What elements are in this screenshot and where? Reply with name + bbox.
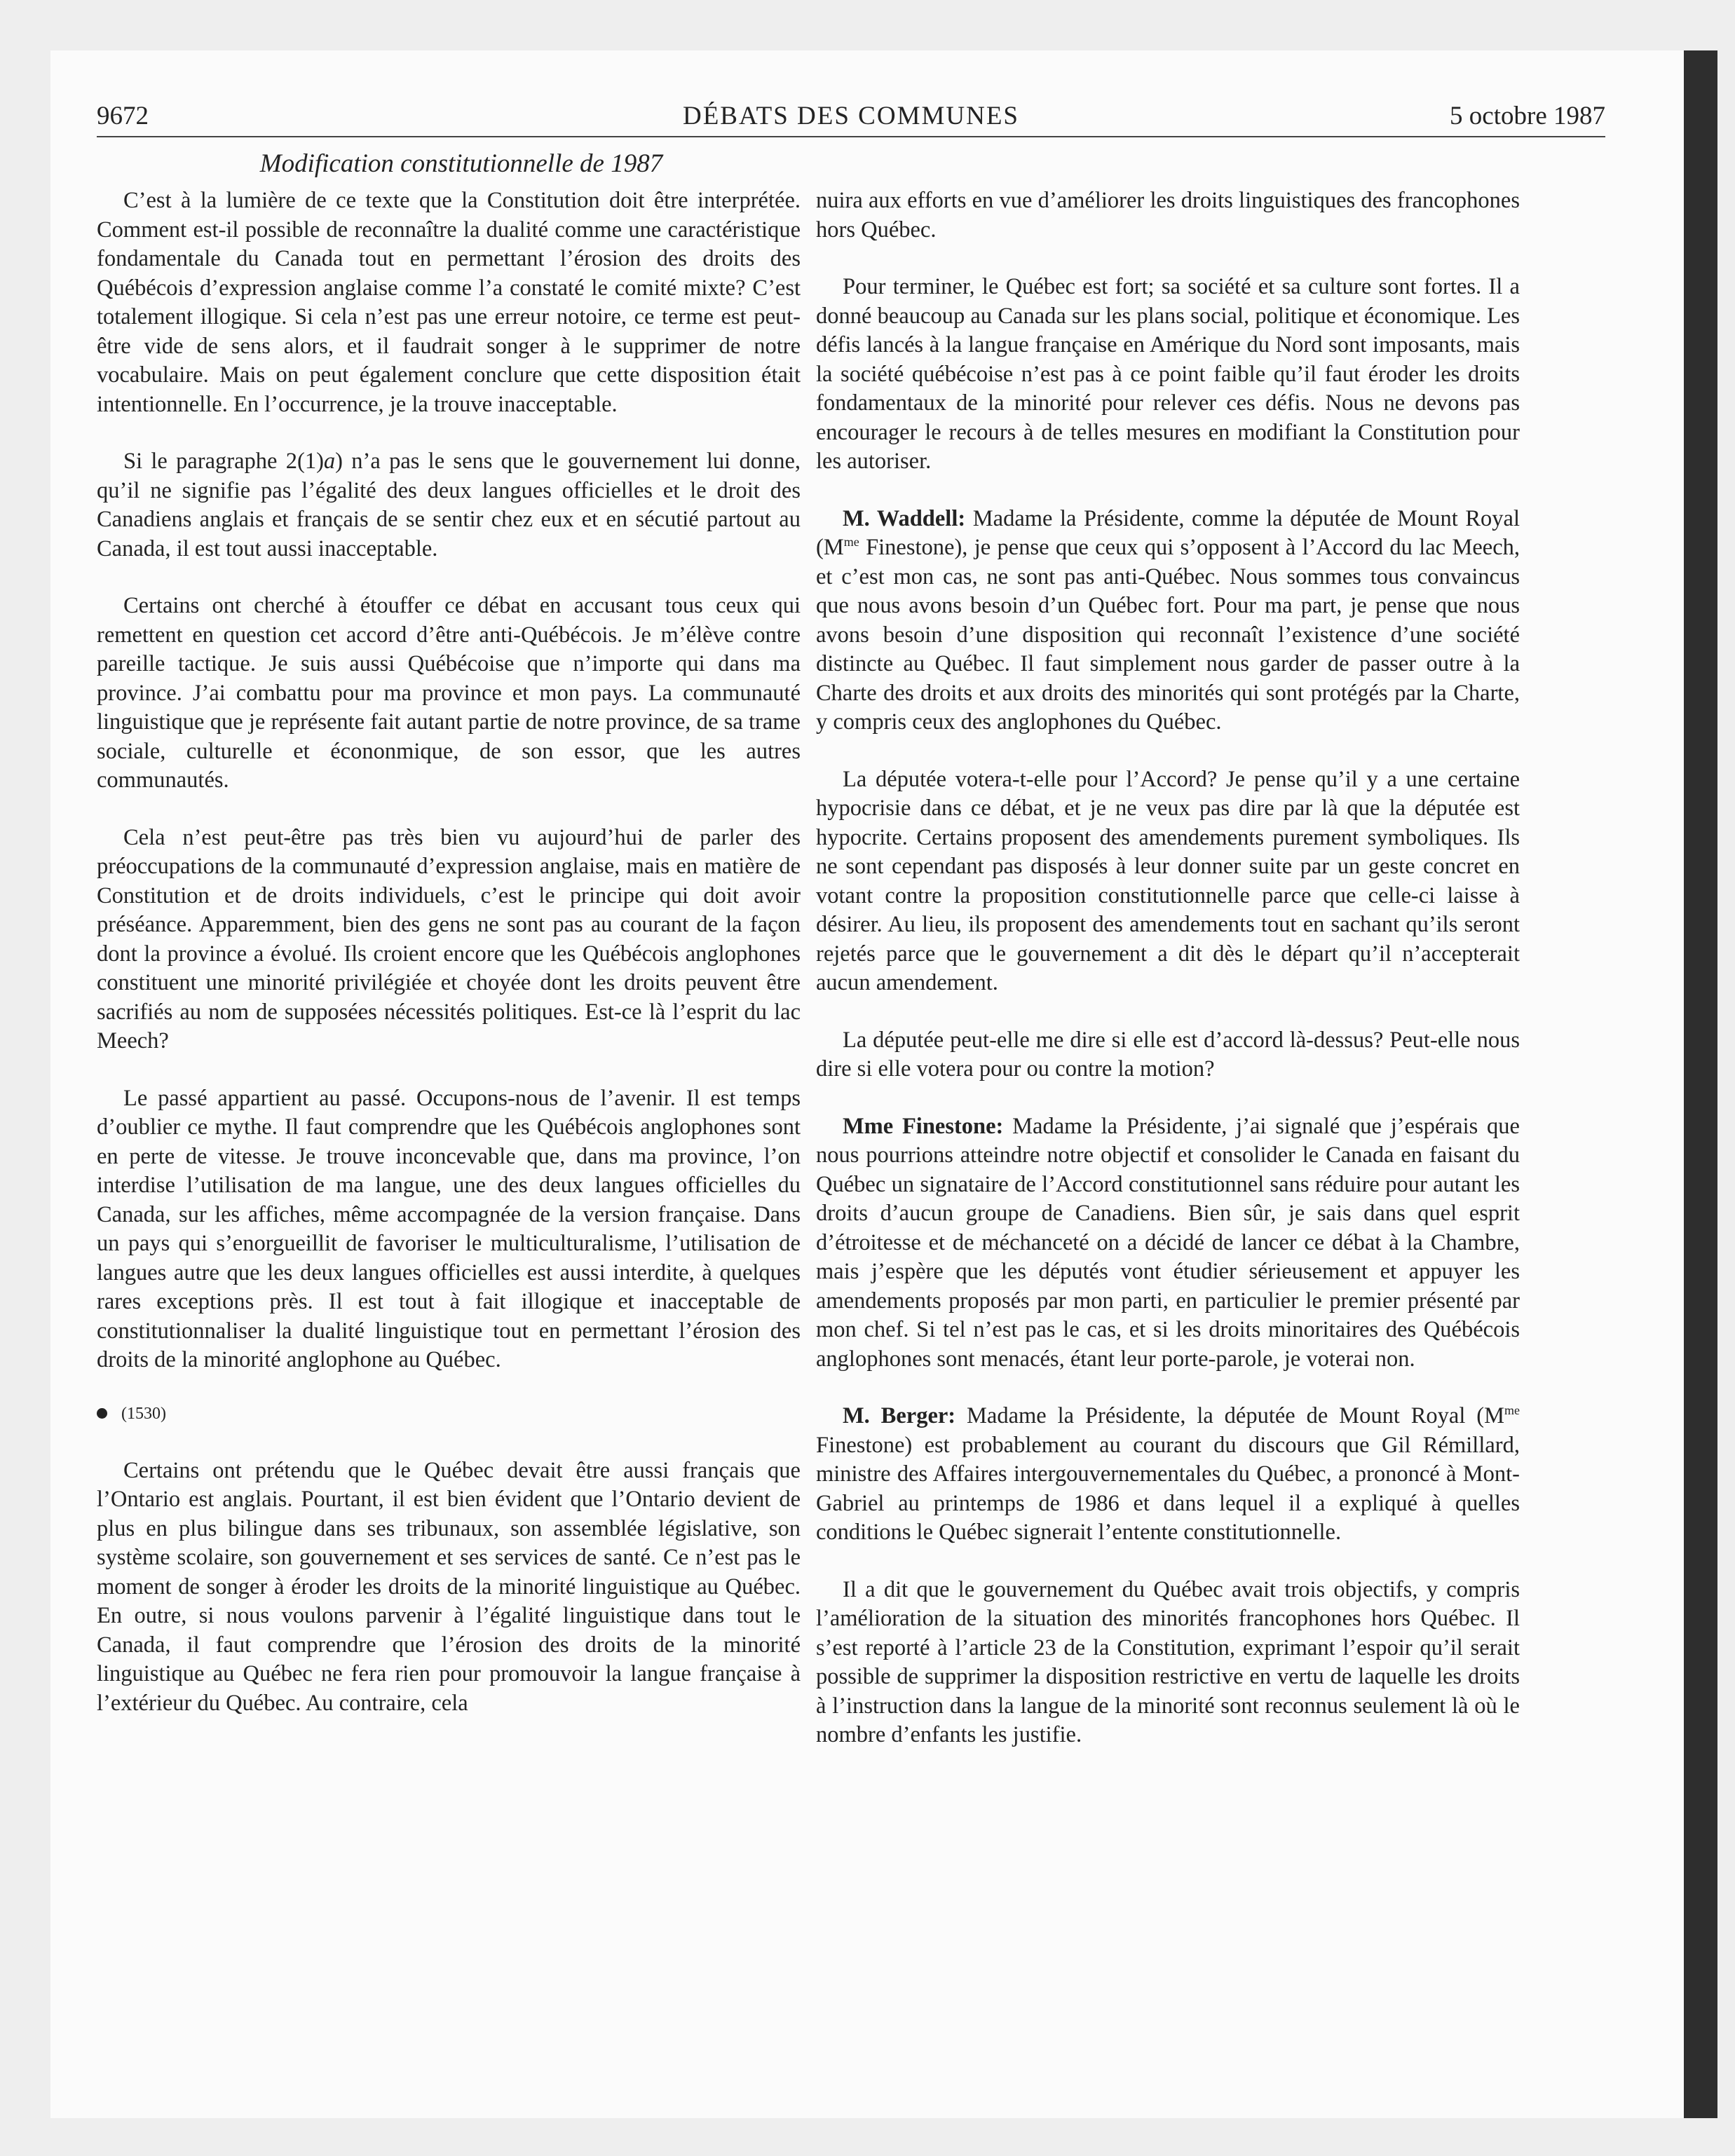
- paragraph: M. Berger: Madame la Présidente, la députée de Mount Royal ($M^{me}$ Finestone) est probablement au courant du discours que Gil Rémillard, ministre des Affaires intergouvernementales du Québec, a prononcé à Mont-Gabriel au printemps de 1986 et dans lequel il a expliqué à quelles conditions le Québec signerait l’entente constitutionnelle.: [816, 1403, 1520, 1545]
- scan-edge-bar: [1684, 50, 1717, 2118]
- speaker-name: M. Waddell:: [843, 505, 966, 531]
- section-subtitle: Modification constitutionnelle de 1987: [259, 149, 663, 178]
- journal-title: DÉBATS DES COMMUNES: [682, 102, 1019, 130]
- right-column: [816, 186, 1520, 1778]
- paragraph: Il a dit que le gouvernement du Québec avait trois objectifs, y compris l’amélioration de la situation des minorités francophones hors Québec. Il s’est reporté à l’article 23 de la Constitution, exprimant l’espoir qu’il serait possible de supprimer la disposition restrictive en vertu de laquelle les droits à l’instruction dans la langue de la minorité sont reconnus seulement là où le nombre d’enfants les justifie.: [816, 1576, 1520, 1747]
- page-number: 9672: [97, 102, 149, 130]
- paragraph: Cela n’est peut-être pas très bien vu aujourd’hui de parler des préoccupations de la communauté d’expression anglaise, mais en matière de Constitution et de droits individuels, c’est le principe qui doit avoir préséance. Apparemment, bien des gens ne sont pas au courant de la façon dont la province a évolué. Ils croient encore que les Québécois anglophones constituent une minorité privilégiée et choyée dont les droits peuvent être sacrifiés au nom de supposées nécessités politiques. Est-ce là l’esprit du lac Meech?: [97, 824, 801, 1053]
- header-date: 5 octobre 1987: [1450, 102, 1605, 130]
- paragraph: Le passé appartient au passé. Occupons-nous de l’avenir. Il est temps d’oublier ce mythe. Il faut comprendre que les Québécois anglophones sont en perte de vitesse. Je trouve inconcevable que, dans ma province, l’on interdise l’utilisation de ma langue, une des deux langues officielles du Canada, sur les affiches, même accompagnée de la version française. Dans un pays qui s’enorgueillit de favoriser le multiculturalisme, l’utilisation de langues autre que les deux langues officielles est aussi interdite, à quelques rares exceptions près. Il est tout à fait illogique et inacceptable de constitutionnaliser la dualité linguistique tout en permettant l’érosion des droits de la minorité anglophone au Québec.: [97, 1085, 801, 1372]
- paragraph: nuira aux efforts en vue d’améliorer les droits linguistiques des francophones hors Québec.: [816, 188, 1520, 243]
- paragraph: C’est à la lumière de ce texte que la Constitution doit être interprétée. Comment est-il possible de reconnaître la dualité comme une caractéristique fondamentale du Canada tout en permettant l’érosion des droits des Québécois d’expression anglaise comme l’a constaté le comité mixte? C’est totalement illogique. Si cela n’est pas une erreur notoire, ce terme est peut-être vide de sens alors, et il faudrait songer à le supprimer de notre vocabulaire. Mais on peut également conclure que cette disposition était intentionnelle. En l’occurrence, je la trouve inacceptable.: [97, 188, 801, 417]
- paragraph: Certains ont cherché à étouffer ce débat en accusant tous ceux qui remettent en question cet accord d’être anti-Québécois. Je m’élève contre pareille tactique. Je suis aussi Québécoise que n’importe qui dans ma province. J’ai combattu pour ma province et mon pays. La communauté linguistique que je représente fait autant partie de notre province, de sa trame sociale, culturelle et écononmique, de son essor, que les autres communautés.: [97, 593, 801, 793]
- bullet-icon: [97, 1408, 107, 1419]
- paragraph: Mme Finestone: Madame la Présidente, j’ai signalé que j’espérais que nous pourrions atteindre notre objectif et consolider le Canada en faisant du Québec un signataire de l’Accord constitutionnel sans réduire pour autant les droits d’aucun groupe de Canadiens. Bien sûr, je sais dans quel esprit d’étroitesse et de méchanceté on a décidé de lancer ce débat à la Chambre, mais j’espère que les députés vont étudier sérieusement et appuyer les amendements proposés par mon parti, en particulier le premier présenté par mon chef. Si tel n’est pas le cas, et si les droits minoritaires des Québécois anglophones sont menacés, étant leur porte-parole, je voterai non.: [816, 1113, 1520, 1372]
- left-column: [97, 186, 801, 1746]
- speaker-name: M. Berger:: [843, 1403, 956, 1428]
- time-marker-label: (1530): [121, 1404, 166, 1423]
- speaker-name: Mme Finestone:: [843, 1113, 1004, 1139]
- paragraph: Pour terminer, le Québec est fort; sa société et sa culture sont fortes. Il a donné beaucoup au Canada sur les plans social, politique et économique. Les défis lancés à la langue française en Amérique du Nord sont imposants, mais la société québécoise n’est pas à ce point faible qu’il faut éroder les droits fondamentaux de la minorité pour relever ces défis. Nous ne devons pas encourager le recours à de telles mesures en modifiant la Constitution pour les autoriser.: [816, 274, 1520, 474]
- paragraph: La députée votera-t-elle pour l’Accord? Je pense qu’il y a une certaine hypocrisie dans ce débat, et je ne veux pas dire par là que la députée est hypocrite. Certains proposent des amendements purement symboliques. Ils ne sont cependant pas disposés à leur donner suite par un geste concret en votant contre la proposition constitutionnelle parce que celle-ci laisse à désirer. Au lieu, ils proposent des amendements tout en sachant qu’ils seront rejetés parce que le gouvernement a dit dès le départ qu’il n’accepterait aucun amendement.: [816, 766, 1520, 995]
- paragraph: Si le paragraphe 2(1)a) n’a pas le sens que le gouvernement lui donne, qu’il ne signifie pas l’égalité des deux langues officielles et le droit des Canadiens anglais et français de se sentir chez eux et en sécutié partout au Canada, il est tout aussi inacceptable.: [97, 449, 801, 561]
- paragraph: Certains ont prétendu que le Québec devait être aussi français que l’Ontario est anglais. Pourtant, il est bien évident que l’Ontario devient de plus en plus bilingue dans ses tribunaux, son assemblée législative, son système scolaire, son gouvernement et ses services de santé. Ce n’est pas le moment de songer à éroder les droits de la minorité linguistique au Québec. En outre, si nous voulons parvenir à l’égalité linguistique dans tout le Canada, il faut comprendre que l’érosion des droits de la minorité linguistique au Québec ne fera rien pour promouvoir la langue française à l’extérieur du Québec. Au contraire, cela: [97, 1457, 801, 1716]
- paragraph: M. Waddell: Madame la Présidente, comme la députée de Mount Royal ($M^{me}$ Finestone), je pense que ceux qui s’opposent à l’Accord du lac Meech, et c’est mon cas, ne sont pas anti-Québec. Nous sommes tous convaincus que nous avons besoin d’un Québec fort. Pour ma part, je pense que nous avons besoin d’une disposition qui reconnaît l’existence d’une société distincte au Québec. Il faut simplement nous garder de passer outre à la Charte des droits et aux droits des minorités qui sont protégés par la Charte, y compris ceux des anglophones du Québec.: [816, 505, 1520, 735]
- time-marker: [97, 1403, 801, 1424]
- paragraph: La députée peut-elle me dire si elle est d’accord là-dessus? Peut-elle nous dire si elle votera pour ou contre la motion?: [816, 1027, 1520, 1082]
- running-header: [97, 97, 1605, 137]
